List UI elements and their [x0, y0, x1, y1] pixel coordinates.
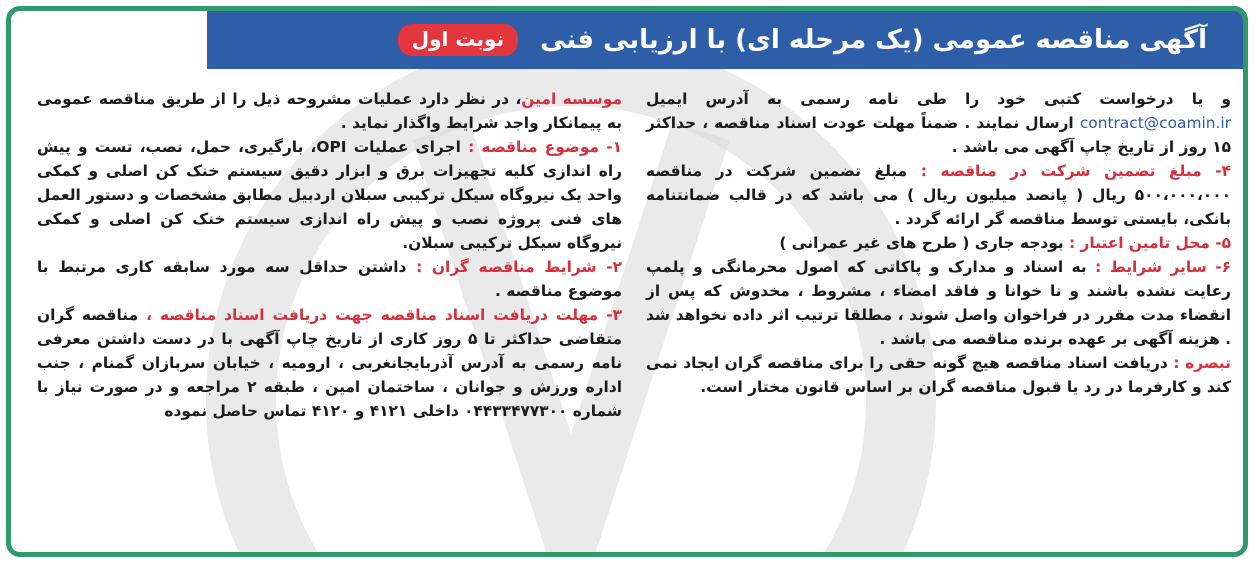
org-name: موسسه امین — [521, 90, 622, 108]
section-bidder-conditions — [37, 255, 622, 303]
section-subject-text: اجرای عملیات OPI، بارگیری، حمل، نصب، تست و پیش راه اندازی کلیه تجهیزات برق و ابزار دقیق سیستم خنک کن اصلی و کمکی واحد یک نیروگاه سیکل ترکیبی سبلان اردبیل مطابق مشخصات و دستور العمل های فنی پروژه نصب و پیش راه اندازی سیستم خنک کن اصلی و کمکی نیروگاه سیکل ترکیبی سبلان. — [37, 138, 622, 252]
section-deadline-heading: ۳- مهلت دریافت اسناد مناقصه جهت دریافت اسناد مناقصه ، — [146, 306, 622, 324]
section-other-conditions-text: به اسناد و مدارک و پاکاتی که اصول محرمانگی و پلمپ رعایت نشده باشند و نا خوانا و فاقد امضاء ، مشروط ، مخدوش که پس از انقضاء مدت مقرر در فراخوان واصل شوند ، مطلقا ترتیب اثر داده نخواهد شد . هزینه آگهی بر عهده برنده مناقصه می باشد . — [646, 258, 1231, 348]
section-bidder-conditions-heading: ۲- شرایط مناقصه گران : — [416, 258, 622, 276]
section-other-conditions — [646, 255, 1231, 351]
deadline-continuation — [646, 87, 1231, 159]
left-column — [646, 87, 1231, 539]
contact-email-link[interactable]: contract@coamin.ir — [1079, 114, 1231, 132]
section-deadline-text: مناقصه گران متقاضی حداکثر تا ۵ روز کاری از تاریخ چاپ آگهی با در دست داشتن معرفی نامه رسمی به آدرس آذربایجانغربی ، ارومیه ، خیابان سربازان گمنام ، جنب اداره ورزش و جوانان ، ساختمان امین ، طبقه ۲ مراجعه و در صورت نیاز با شماره ۰۴۴۳۳۴۷۷۳۰۰ داخلی ۴۱۲۱ و ۴۱۲۰ تماس حاصل نموده — [37, 306, 622, 420]
edition-badge: نوبت اول — [398, 24, 518, 56]
header-bar — [207, 11, 1247, 69]
ad-body — [37, 87, 1231, 539]
continuation-text: و یا درخواست کتبی خود را طی نامه رسمی به آدرس ایمیل — [646, 90, 1231, 108]
section-bidder-conditions-text: داشتن حداقل سه مورد سابقه کاری مرتبط با موضوع مناقصه . — [37, 258, 622, 300]
section-subject-heading: ۱- موضوع مناقصه : — [468, 138, 622, 156]
section-funding-text: بودجه جاری ( طرح های غیر عمرانی ) — [779, 234, 1070, 252]
intro-text: ، در نظر دارد عملیات مشروحه ذیل را از طریق مناقصه عمومی به پیمانکار واجد شرایط واگذار نماید . — [37, 90, 622, 132]
section-guarantee-text: مبلغ تضمین شرکت در مناقصه ۵۰۰،۰۰۰،۰۰۰ ریال ( پانصد میلیون ریال ) می باشد که در قالب ضمانتنامه بانکی، بایستی توسط مناقصه گر ارائه گردد . — [646, 162, 1231, 228]
section-note-heading: تبصره : — [1173, 354, 1231, 372]
section-guarantee-heading: ۴- مبلغ تضمین شرکت در مناقصه : — [920, 162, 1232, 180]
section-deadline — [37, 303, 622, 423]
ad-title: آگهی مناقصه عمومی (یک مرحله ای) با ارزیابی فنی — [540, 25, 1207, 55]
section-funding-heading: ۵- محل تامین اعتبار : — [1069, 234, 1231, 252]
section-guarantee — [646, 159, 1231, 231]
section-funding — [646, 231, 1231, 255]
section-subject — [37, 135, 622, 255]
section-note — [646, 351, 1231, 399]
ad-frame — [6, 6, 1248, 557]
right-column — [37, 87, 622, 539]
section-note-text: دریافت اسناد مناقصه هیچ گونه حقی را برای مناقصه گران ایجاد نمی کند و کارفرما در رد یا قبول مناقصه گران بر اساس قانون مختار است. — [646, 354, 1231, 396]
continuation-text-end: ارسال نمایند . ضمناً مهلت عودت اسناد مناقصه ، حداکثر ۱۵ روز از تاریخ چاپ آگهی می باشد . — [646, 114, 1231, 156]
intro-paragraph — [37, 87, 622, 135]
section-other-conditions-heading: ۶- سایر شرایط : — [1095, 258, 1231, 276]
